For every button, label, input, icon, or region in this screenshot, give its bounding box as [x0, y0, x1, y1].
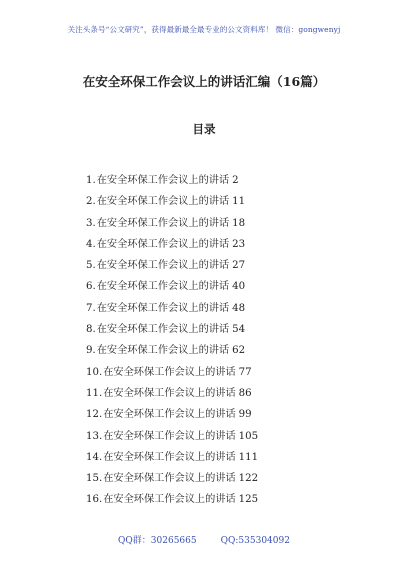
toc-entry-page: 125 [238, 494, 259, 506]
toc-entry[interactable] [86, 404, 258, 425]
toc-entry-page: 2 [232, 175, 239, 186]
toc-entry-page: 99 [238, 409, 252, 421]
toc-entry-number: 1. [86, 175, 96, 186]
header-promo-note: 关注头条号“公文研究”，获得最新最全最专业的公文资料库！ 微信：gongwenyj [67, 25, 341, 34]
toc-entry-title: 在安全环保工作会议上的讲话 [96, 345, 230, 357]
toc-entry[interactable] [86, 319, 258, 340]
toc-entry[interactable] [86, 255, 258, 276]
toc-entry-title: 在安全环保工作会议上的讲话 [96, 260, 230, 272]
toc-entry-number: 7. [86, 302, 96, 314]
toc-entry-page: 11 [232, 196, 246, 208]
toc-entry-number: 12. [86, 409, 103, 421]
toc-entry-title: 在安全环保工作会议上的讲话 [96, 175, 230, 186]
toc-entry-page: 105 [238, 430, 259, 442]
toc-entry-page: 40 [232, 281, 246, 293]
toc-entry-title: 在安全环保工作会议上的讲话 [103, 494, 236, 506]
toc-entry[interactable] [86, 213, 258, 234]
toc-entry[interactable] [86, 383, 258, 404]
toc-entry-title: 在安全环保工作会议上的讲话 [96, 238, 230, 250]
toc-entry[interactable] [86, 276, 258, 297]
toc-entry-number: 3. [86, 217, 96, 229]
toc-entry-page: 86 [238, 387, 252, 399]
toc-entry-title: 在安全环保工作会议上的讲话 [103, 387, 236, 399]
toc-entry-number: 5. [86, 260, 96, 272]
toc-entry-page: 23 [232, 238, 246, 250]
toc-entry-title: 在安全环保工作会议上的讲话 [103, 451, 236, 463]
toc-entry-title: 在安全环保工作会议上的讲话 [103, 430, 236, 442]
toc-entry-page: 62 [232, 345, 246, 357]
toc-entry-number: 14. [86, 451, 103, 463]
document-title: 在安全环保工作会议上的讲话汇编（16篇） [82, 74, 326, 89]
toc-entry[interactable] [86, 191, 258, 212]
toc-entry-number: 16. [86, 494, 103, 506]
toc-entry-title: 在安全环保工作会议上的讲话 [103, 473, 236, 485]
toc-entry-title: 在安全环保工作会议上的讲话 [96, 217, 230, 229]
toc-entry-page: 18 [232, 217, 246, 229]
toc-entry-title: 在安全环保工作会议上的讲话 [103, 366, 236, 378]
toc-entry[interactable] [86, 468, 258, 489]
toc-entry[interactable] [86, 340, 258, 361]
toc-entry-number: 6. [86, 281, 96, 293]
toc-entry-page: 77 [238, 366, 252, 378]
toc-entry-number: 9. [86, 345, 96, 357]
toc-entry[interactable] [86, 298, 258, 319]
toc-entry[interactable] [86, 362, 258, 383]
toc-entry-number: 13. [86, 430, 103, 442]
toc-entry[interactable] [86, 426, 258, 447]
toc-entry-page: 122 [238, 473, 259, 485]
footer-qq-group: QQ群：30265665 [118, 536, 197, 546]
toc-entry-title: 在安全环保工作会议上的讲话 [96, 324, 230, 336]
toc-entry-title: 在安全环保工作会议上的讲话 [103, 409, 236, 421]
toc-entry-number: 10. [86, 366, 103, 378]
toc-entry-page: 54 [232, 324, 246, 336]
footer-qq: QQ:535304092 [220, 536, 290, 546]
toc-entry-title: 在安全环保工作会议上的讲话 [96, 281, 230, 293]
toc-entry-page: 111 [238, 451, 259, 463]
table-of-contents [86, 170, 258, 511]
toc-entry-number: 15. [86, 473, 103, 485]
toc-entry-number: 8. [86, 324, 96, 336]
toc-heading: 目录 [192, 122, 216, 136]
toc-entry-title: 在安全环保工作会议上的讲话 [96, 196, 230, 208]
toc-entry[interactable] [86, 234, 258, 255]
footer-contact [0, 533, 408, 546]
toc-entry-page: 27 [232, 260, 246, 272]
toc-entry[interactable] [86, 447, 258, 468]
toc-entry-title: 在安全环保工作会议上的讲话 [96, 302, 230, 314]
toc-entry-number: 4. [86, 238, 96, 250]
toc-entry[interactable] [86, 170, 258, 191]
toc-entry-number: 2. [86, 196, 96, 208]
toc-entry-number: 11. [86, 387, 103, 399]
toc-entry[interactable] [86, 489, 258, 510]
toc-entry-page: 48 [232, 302, 246, 314]
